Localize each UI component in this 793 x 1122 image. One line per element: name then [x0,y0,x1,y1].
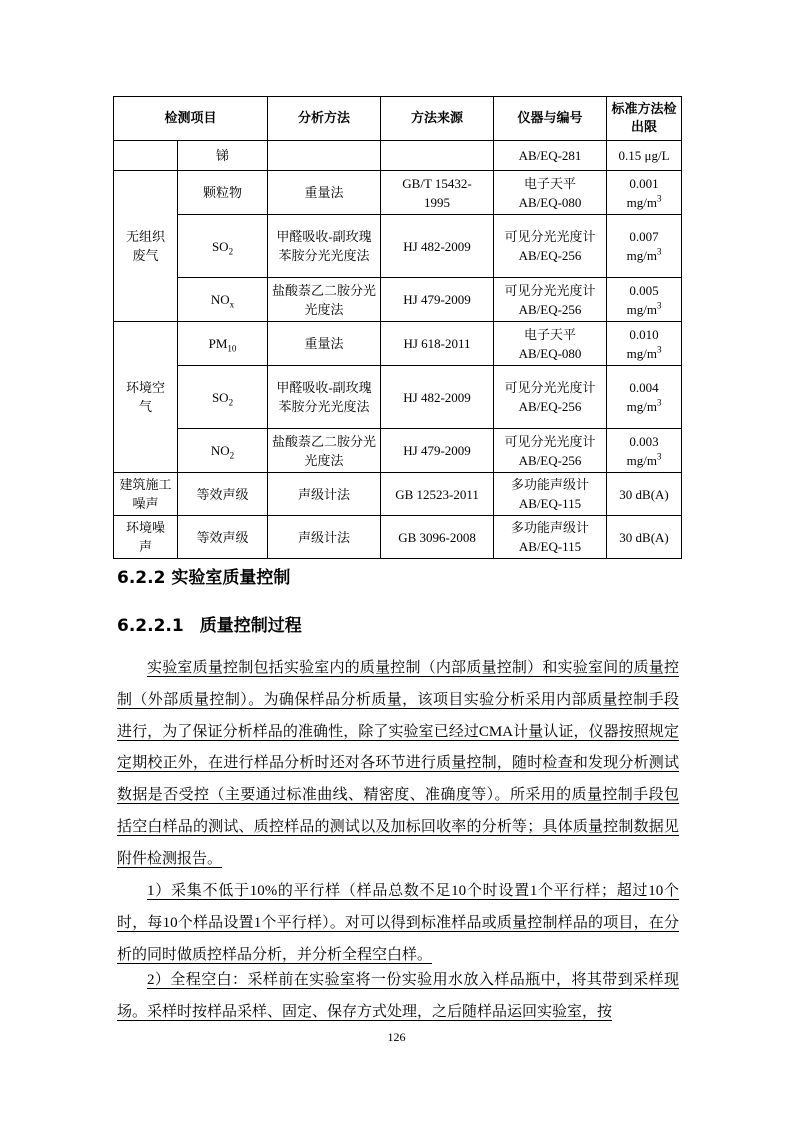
table-cell-item: 颗粒物 [178,171,268,215]
table-cell-limit: 0.004 $mg/m^3$ [607,366,682,429]
table-cell-source: GB 12523-2011 [381,473,494,516]
table-cell-item: $NO_2$ [178,429,268,473]
table-cell-source: HJ 479-2009 [381,429,494,473]
table-cell-item: 锑 [178,141,268,171]
table-cell-instrument: 电子天平 AB/EQ-080 [494,322,607,366]
table-cell-instrument: 可见分光光度计 AB/EQ-256 [494,215,607,278]
table-cell-item: $NO_x$ [178,278,268,322]
section-heading: 6.2.2 实验室质量控制 [117,568,291,588]
paragraph-blank-samples: 2）全程空白：采样前在实验室将一份实验用水放入样品瓶中，将其带到采样现场。采样时按样品采样、固定、保存方式处理，之后随样品运回实验室，按 [117,972,679,1020]
table-cell-method: 重量法 [268,171,381,215]
table-cell-item: $SO_2$ [178,215,268,278]
table-cell-source: GB/T 15432-1995 [381,171,494,215]
group-label: 建筑施工噪声 [114,473,178,516]
table-cell-limit: 0.003 $mg/m^3$ [607,429,682,473]
header-method: 分析方法 [268,97,381,141]
table-cell-method: 甲醛吸收-副玫瑰苯胺分光光度法 [268,366,381,429]
table-cell-limit: 0.010 $mg/m^3$ [607,322,682,366]
empty-cell [268,141,381,171]
table-cell-limit: 0.15 μg/L [607,141,682,171]
table-cell-source: HJ 482-2009 [381,215,494,278]
subsection-number: 6.2.2.1 [117,616,184,636]
paragraph-quality-control: 实验室质量控制包括实验室内的质量控制（内部质量控制）和实验室间的质量控制（外部质量控制）。为确保样品分析质量，该项目实验分析采用内部质量控制手段进行，为了保证分析样品的准确性，除了实验室已经过CMA计量认证，仪器按照规定定期校正外，在进行样品分析时还对各环节进行质量控制，随时检查和发现分析测试数据是否受控（主要通过标准曲线、精密度、准确度等）。所采用的质量控制手段包括空白样品的测试、质控样品的测试以及加标回收率的分析等；具体质量控制数据见附件检测报告。 [117,660,679,867]
table-cell-instrument: 电子天平 AB/EQ-080 [494,171,607,215]
header-item: 检测项目 [114,97,268,141]
table-cell-item: 等效声级 [178,516,268,559]
table-cell-limit: 30 dB(A) [607,473,682,516]
table-cell-source: GB 3096-2008 [381,516,494,559]
table-cell-source: HJ 482-2009 [381,366,494,429]
table-cell-item: $SO_2$ [178,366,268,429]
table-cell-method: 甲醛吸收-副玫瑰苯胺分光光度法 [268,215,381,278]
table-cell-method: 盐酸萘乙二胺分光光度法 [268,429,381,473]
paragraph-parallel-samples: 1）采集不低于10%的平行样（样品总数不足10个时设置1个平行样；超过10个时，每10个样品设置1个平行样）。对可以得到标准样品或质量控制样品的项目，在分析的同时做质控样品分析，并分析全程空白样。 [117,883,679,963]
detection-methods-table [113,96,682,559]
subsection-title: 质量控制过程 [199,616,302,636]
table-cell-instrument: AB/EQ-281 [494,141,607,171]
header-instrument: 仪器与编号 [494,97,607,141]
table-cell-instrument: 可见分光光度计 AB/EQ-256 [494,366,607,429]
table-cell-item: 等效声级 [178,473,268,516]
table-cell-limit: 0.007 $mg/m^3$ [607,215,682,278]
empty-cell [114,141,178,171]
table-cell-method: 重量法 [268,322,381,366]
table-cell-method: 盐酸萘乙二胺分光光度法 [268,278,381,322]
subsection-heading [117,611,302,636]
group-label: 环境空气 [114,322,178,473]
table-cell-limit: 0.001 $mg/m^3$ [607,171,682,215]
header-limit: 标准方法检出限 [607,97,682,141]
empty-cell [381,141,494,171]
table-cell-method: 声级计法 [268,473,381,516]
table-cell-method: 声级计法 [268,516,381,559]
page-number: 126 [387,1030,406,1044]
group-label: 无组织废气 [114,171,178,322]
table-cell-source: HJ 479-2009 [381,278,494,322]
table-cell-source: HJ 618-2011 [381,322,494,366]
table-cell-instrument: 多功能声级计 AB/EQ-115 [494,473,607,516]
table-cell-limit: 30 dB(A) [607,516,682,559]
table-cell-instrument: 可见分光光度计 AB/EQ-256 [494,278,607,322]
header-source: 方法来源 [381,97,494,141]
group-label: 环境噪声 [114,516,178,559]
table-cell-item: $PM_{10}$ [178,322,268,366]
table-cell-instrument: 多功能声级计 AB/EQ-115 [494,516,607,559]
table-cell-instrument: 可见分光光度计 AB/EQ-256 [494,429,607,473]
table-cell-limit: 0.005 $mg/m^3$ [607,278,682,322]
